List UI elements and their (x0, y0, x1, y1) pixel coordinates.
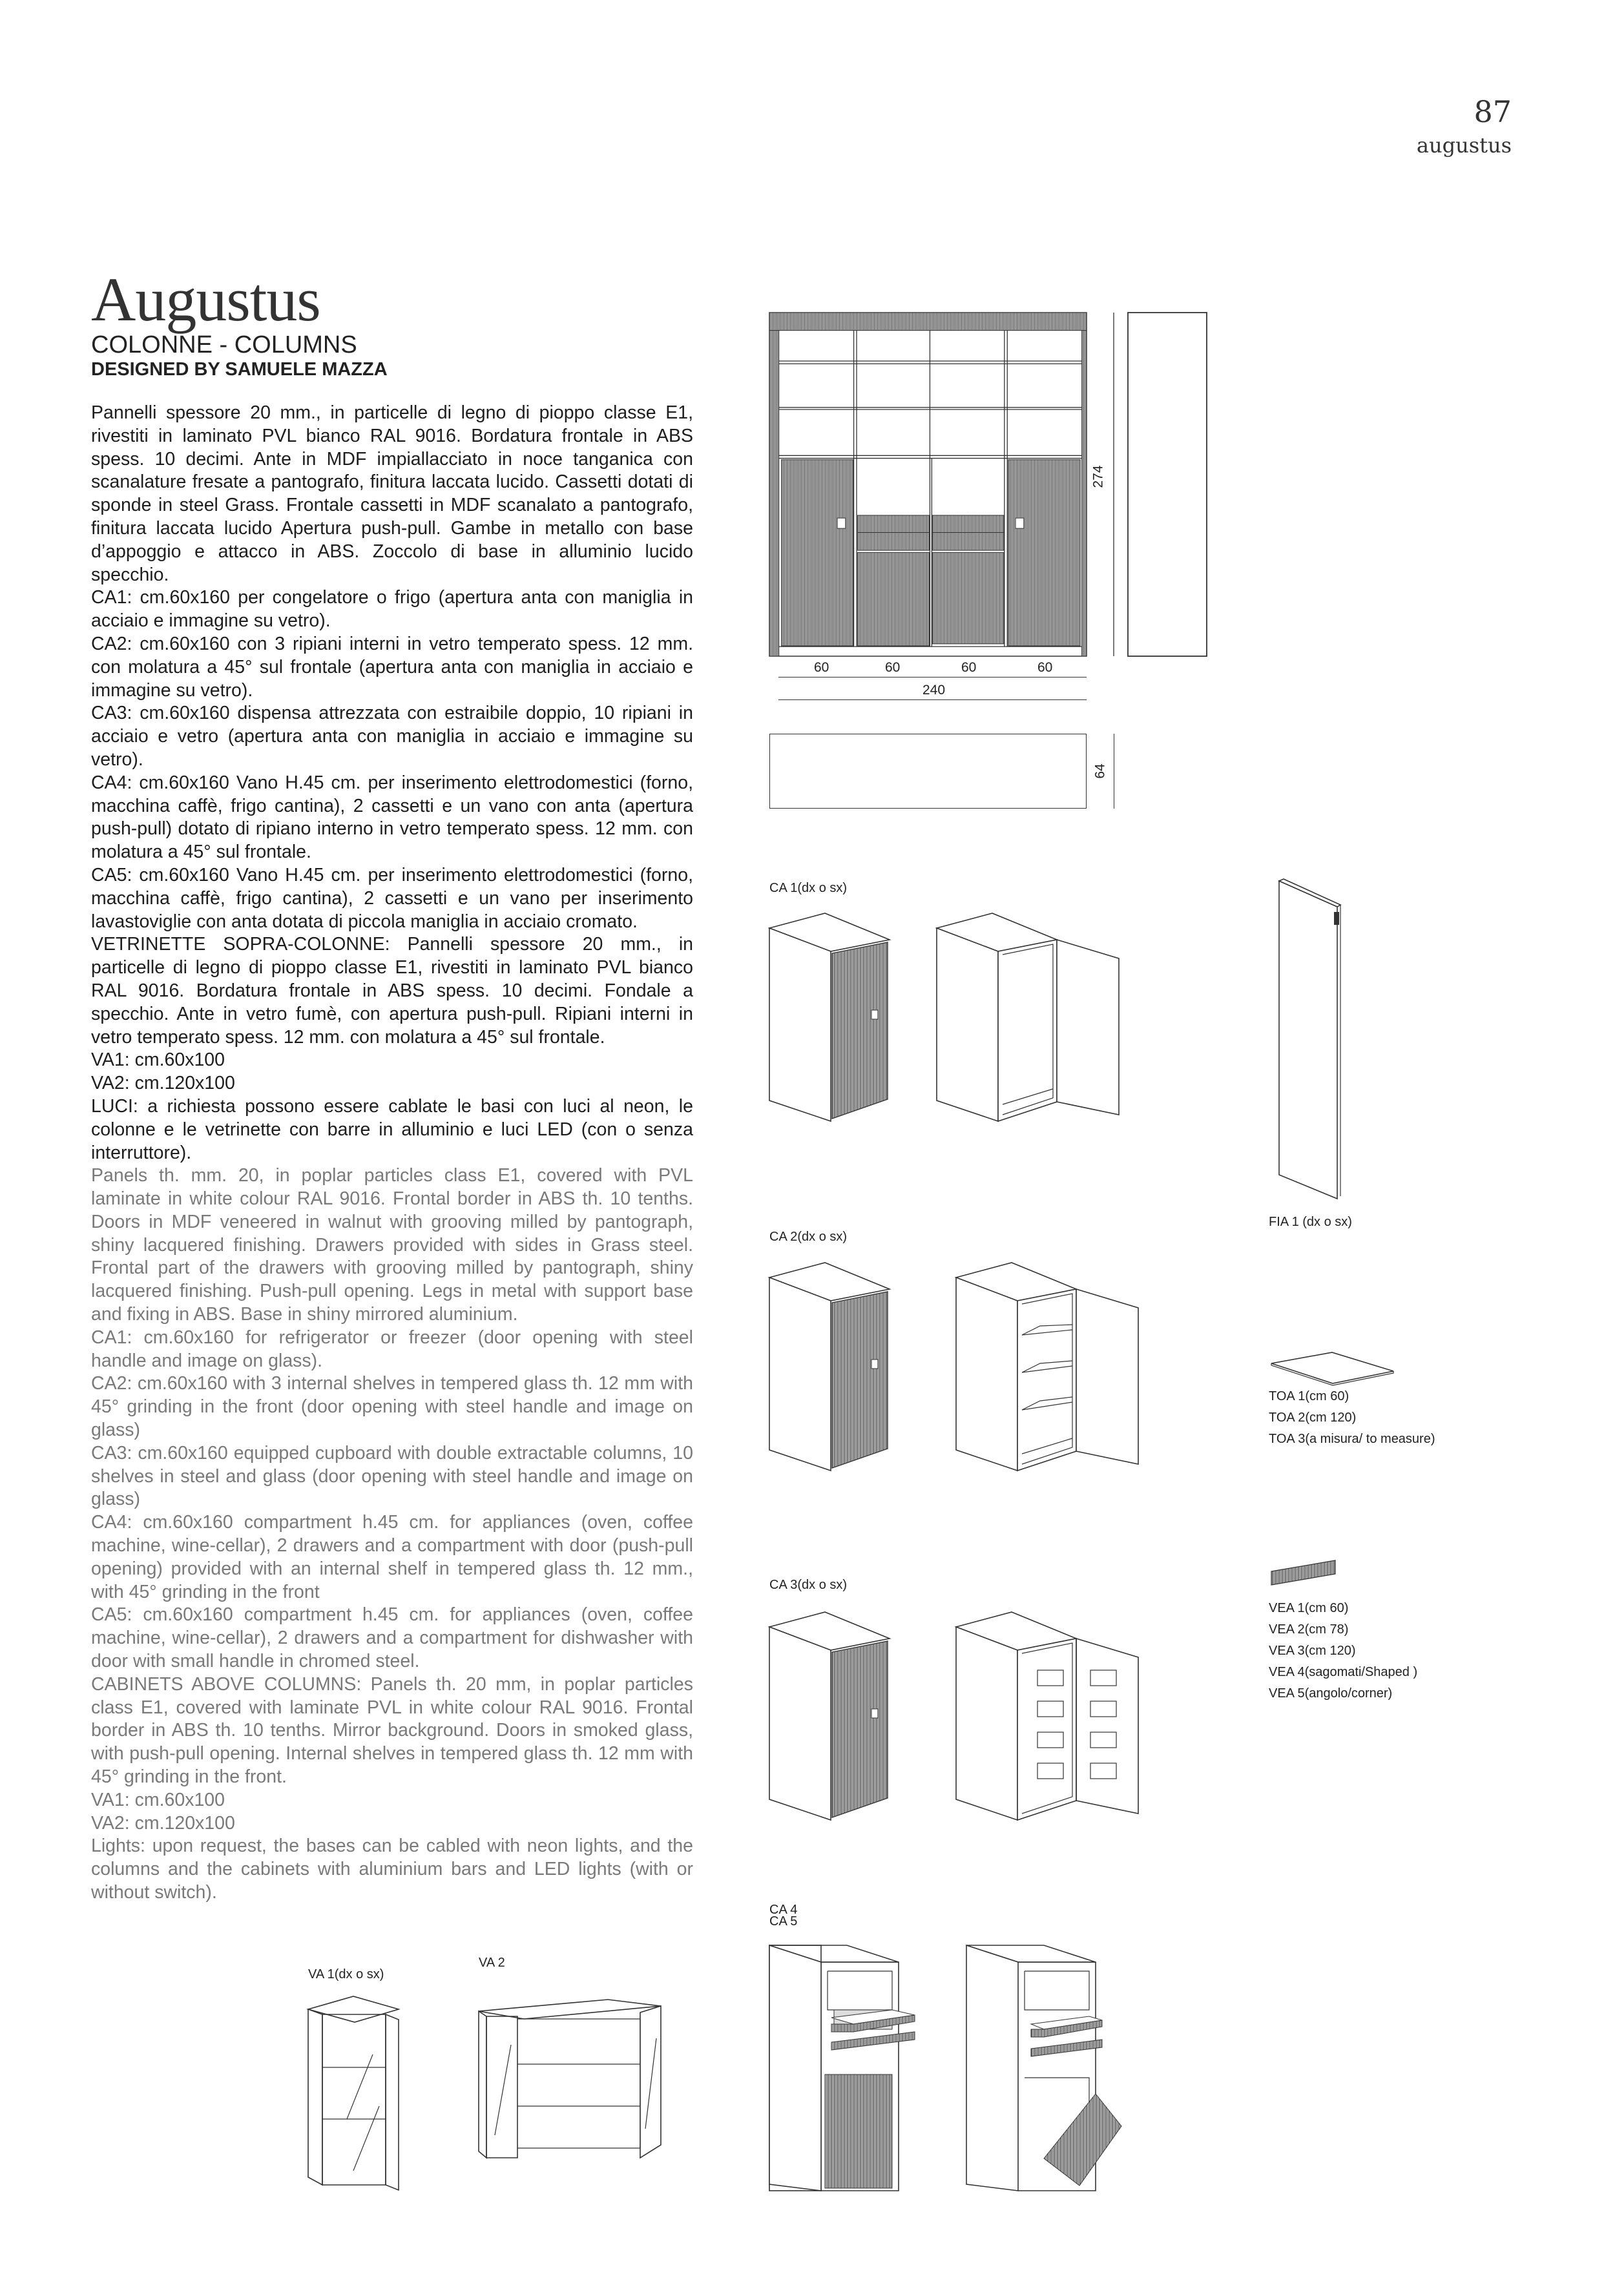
handle-icon (871, 1010, 878, 1019)
lower-door (857, 552, 929, 646)
handle-icon (871, 1360, 878, 1369)
left-side (769, 331, 779, 656)
paragraph-en-ca2: CA2: cm.60x160 with 3 internal shelves in tempered glass th. 12 mm with 45° grinding in the front (door opening with steel handle and image on glass) (91, 1373, 693, 1441)
drawer (932, 532, 1003, 550)
paragraph-it-ca3: CA3: cm.60x160 dispensa attrezzata con estraibile doppio, 10 ripiani in acciaio e vetro (apertura anta con maniglia in acciaio e immagine su vetro). (91, 703, 693, 770)
module-width-3: 60 (961, 660, 977, 675)
drawer (831, 2032, 915, 2050)
paragraph-it-va2: VA2: cm.120x100 (91, 1073, 235, 1094)
vea-plinth-drawing (1266, 1558, 1343, 1591)
module-width-4: 60 (1037, 660, 1053, 675)
handle-icon (871, 1709, 878, 1718)
module-width-2: 60 (885, 660, 901, 675)
paragraph-en-ca1: CA1: cm.60x160 for refrigerator or freezer (door opening with steel handle and image on glass). (91, 1327, 693, 1371)
section-name: augustus (1416, 133, 1512, 158)
va2-label: VA 2 (479, 1956, 505, 1970)
handle-icon (1016, 518, 1024, 528)
top-band (769, 313, 1087, 331)
paragraph-en-va1: VA1: cm.60x100 (91, 1789, 225, 1810)
drawer (857, 515, 929, 533)
paragraph-en-va2: VA2: cm.120x100 (91, 1812, 235, 1834)
paragraph-en-ca4: CA4: cm.60x160 compartment h.45 cm. for appliances (oven, coffee machine, wine-cellar), 2 drawers and a compartment with door (push-pull opening) provided with an internal shelf in tempered glass th. 12 mm., with 45° grinding in the front (91, 1512, 693, 1602)
vea3-label: VEA 3(cm 120) (1269, 1644, 1356, 1658)
ca5-label: CA 5 (769, 1914, 798, 1929)
vea1-label: VEA 1(cm 60) (1269, 1601, 1349, 1615)
paragraph-it-va1: VA1: cm.60x100 (91, 1050, 225, 1071)
subtitle: COLONNE - COLUMNS (91, 331, 357, 358)
fia1-panel-drawing (1276, 881, 1340, 1201)
vea5-label: VEA 5(angolo/corner) (1269, 1686, 1393, 1701)
ca1-label: CA 1(dx o sx) (769, 881, 848, 895)
ca3-closed-drawing (769, 1612, 892, 1822)
ca2-open-drawing (956, 1263, 1143, 1473)
description-text (91, 402, 693, 1905)
ca5-drawing (966, 1945, 1102, 2194)
height-dimension: 274 (1090, 465, 1106, 488)
paragraph-en-cabinets: CABINETS ABOVE COLUMNS: Panels th. 20 mm, in poplar particles class E1, covered with laminate PVL in white colour RAL 9016. Frontal border in ABS th. 10 tenths. Mirror background. Doors in smoked glass, with push-pull opening. Internal shelves in tempered glass th. 12 mm with 45° grinding in the front. (91, 1673, 693, 1788)
va2-drawing (479, 2000, 663, 2161)
ca1-open-drawing (937, 913, 1124, 1123)
paragraph-it-intro: Pannelli spessore 20 mm., in particelle di legno di pioppo classe E1, rivestiti in laminato PVL bianco RAL 9016. Bordatura frontale in ABS spess. 10 decimi. Ante in MDF impiallacciato in noce tanganica con scanalature fresate a pantografo, finitura laccata lucido. Cassetti dotati di sponde in steel Grass. Frontale cassetti in MDF scanalato a pantografo, finitura laccata lucido Apertura push-pull. Gambe in metallo con base d’appoggio e attacco in ABS. Zoccolo di base in alluminio lucido specchio. (91, 402, 693, 585)
toa1-label: TOA 1(cm 60) (1269, 1389, 1349, 1403)
page-title: Augustus (91, 265, 320, 334)
va1-drawing (308, 1996, 402, 2193)
paragraph-it-ca4: CA4: cm.60x160 Vano H.45 cm. per inserimento elettrodomestici (forno, macchina caffè, frigo cantina), 2 cassetti e un vano con anta (apertura push-pull) dotato di ripiano interno in vetro temperato spess. 12 mm. con molatura a 45° sul frontale. (91, 772, 693, 863)
paragraph-it-ca2: CA2: cm.60x160 con 3 ripiani interni in vetro temperato spess. 12 mm. con molatura a 45° sul frontale (apertura anta con maniglia in acciaio e immagine su vetro). (91, 633, 693, 701)
total-width: 240 (922, 683, 946, 698)
paragraph-it-ca5: CA5: cm.60x160 Vano H.45 cm. per inserimento elettrodomestici (forno, macchina caffè, frigo cantina), 2 cassetti e un vano per inserimento lavastoviglie con anta dotata di piccola maniglia in acciaio cromato. (91, 864, 693, 932)
dishwasher-door (1044, 2094, 1121, 2186)
ca2-label: CA 2(dx o sx) (769, 1230, 848, 1244)
left-door (782, 460, 853, 646)
ca4-drawing (769, 1945, 905, 2194)
side-elevation-drawing (1098, 313, 1208, 656)
paragraph-en-ca5: CA5: cm.60x160 compartment h.45 cm. for appliances (oven, coffee machine, wine-cellar), 2 drawers and a compartment for dishwasher with door with small handle in chromed steel. (91, 1604, 693, 1672)
drawer (1031, 2040, 1102, 2056)
fia1-label: FIA 1 (dx o sx) (1269, 1215, 1352, 1229)
front-elevation-drawing (769, 313, 1087, 656)
va1-label: VA 1(dx o sx) (308, 1967, 384, 1981)
toa2-label: TOA 2(cm 120) (1269, 1411, 1357, 1425)
ca3-open-drawing (956, 1612, 1143, 1822)
ca3-label: CA 3(dx o sx) (769, 1578, 848, 1592)
ca4-label: CA 4 (769, 1903, 798, 1917)
right-side (1082, 331, 1087, 656)
plan-view-drawing (769, 734, 1087, 809)
vea4-label: VEA 4(sagomati/Shaped ) (1269, 1665, 1418, 1679)
designer-credit: DESIGNED BY SAMUELE MAZZA (91, 359, 388, 380)
paragraph-it-luci: LUCI: a richiesta possono essere cablate le basi con luci al neon, le colonne e le vetrinette con barre in alluminio e luci LED (con o senza interruttore). (91, 1095, 693, 1163)
paragraph-en-lights: Lights: upon request, the bases can be cabled with neon lights, and the columns and the cabinets with aluminium bars and LED lights (with or without switch). (91, 1836, 693, 1903)
toa3-label: TOA 3(a misura/ to measure) (1269, 1432, 1435, 1446)
toa-top-drawing (1266, 1337, 1395, 1389)
drawer (857, 532, 929, 550)
paragraph-en-ca3: CA3: cm.60x160 equipped cupboard with double extractable columns, 10 shelves in steel and glass (door opening with steel handle and image on glass) (91, 1442, 693, 1510)
paragraph-it-vetrinette: VETRINETTE SOPRA-COLONNE: Pannelli spessore 20 mm., in particelle di legno di pioppo classe E1, rivestiti in laminato PVL bianco RAL 9016. Bordatura frontale in ABS spess. 10 decimi. Fondale a specchio. Ante in vetro fumè, con apertura push-pull. Ripiani interni in vetro temperato spess. 12 mm. con molatura a 45° sul frontale. (91, 934, 693, 1048)
lower-door (825, 2074, 892, 2188)
right-door (1008, 460, 1080, 646)
drawer (932, 515, 1003, 533)
module-width-1: 60 (814, 660, 829, 675)
vea2-label: VEA 2(cm 78) (1269, 1622, 1349, 1637)
page-number: 87 (1474, 94, 1512, 129)
handle-icon (837, 518, 846, 528)
ca2-closed-drawing (769, 1263, 892, 1473)
paragraph-it-ca1: CA1: cm.60x160 per congelatore o frigo (apertura anta con maniglia in acciaio e immagine su vetro). (91, 587, 693, 632)
lower-door (932, 552, 1003, 644)
paragraph-en-intro: Panels th. mm. 20, in poplar particles class E1, covered with PVL laminate in white colour RAL 9016. Frontal border in ABS th. 10 tenths. Doors in MDF veneered in walnut with grooving milled by pantograph, shiny lacquered finishing. Drawers provided with sides in Grass steel. Frontal part of the drawers with grooving milled by pantograph, shiny lacquered finishing. Push-pull opening. Legs in metal with support base and fixing in ABS. Base in shiny mirrored aluminium. (91, 1165, 693, 1325)
ca1-closed-drawing (769, 913, 892, 1123)
dimension-line (778, 699, 1087, 700)
depth-dimension: 64 (1092, 763, 1108, 779)
